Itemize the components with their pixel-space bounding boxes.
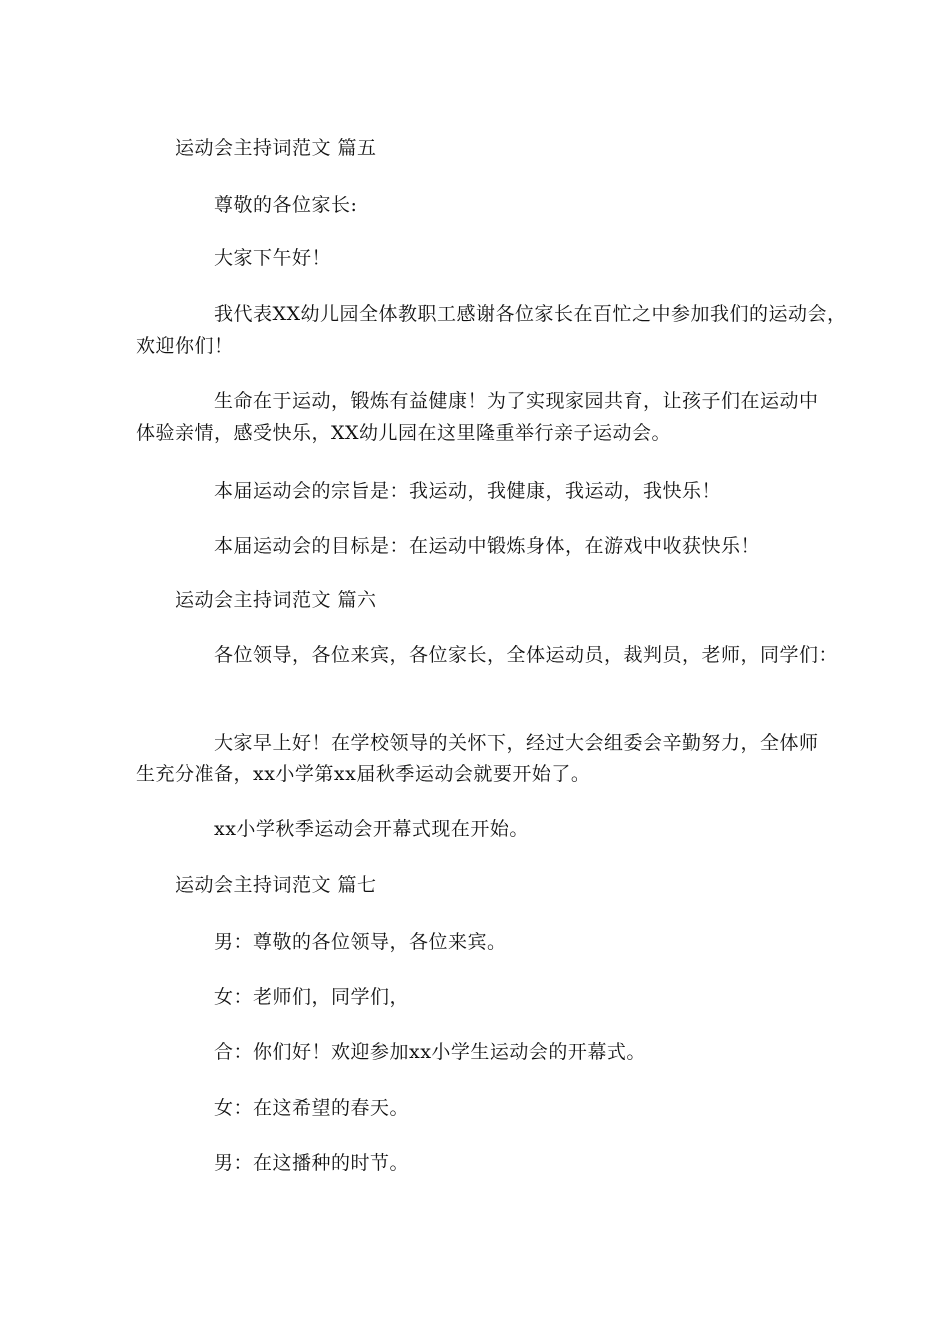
dialogue-female-2: 女：在这希望的春天。 (214, 1097, 410, 1119)
afternoon-greeting: 大家下午好！ (214, 247, 332, 269)
greeting-all: 各位领导，各位来宾，各位家长，全体运动员，裁判员，老师，同学们： (214, 644, 839, 666)
section-heading-5: 运动会主持词范文 篇五 (175, 137, 377, 159)
paragraph-health-line-2: 体验亲情，感受快乐，XX幼儿园在这里隆重举行亲子运动会。 (136, 422, 672, 444)
section-heading-6: 运动会主持词范文 篇六 (175, 589, 377, 611)
meet-goal: 本届运动会的目标是：在运动中锻炼身体，在游戏中收获快乐！ (214, 535, 761, 557)
dialogue-female-1: 女：老师们，同学们， (214, 986, 410, 1008)
paragraph-thanks-line-2: 欢迎你们！ (136, 335, 234, 357)
section-heading-7: 运动会主持词范文 篇七 (175, 874, 377, 896)
opening-announcement: xx小学秋季运动会开幕式现在开始。 (214, 818, 529, 840)
meet-purpose: 本届运动会的宗旨是：我运动，我健康，我运动，我快乐！ (214, 480, 722, 502)
dialogue-male-1: 男：尊敬的各位领导，各位来宾。 (214, 931, 507, 953)
greeting-parents: 尊敬的各位家长: (214, 194, 358, 216)
paragraph-thanks-line-1: 我代表XX幼儿园全体教职工感谢各位家长在百忙之中参加我们的运动会， (214, 303, 847, 325)
dialogue-male-2: 男：在这播种的时节。 (214, 1152, 410, 1174)
paragraph-morning-line-1: 大家早上好！在学校领导的关怀下，经过大会组委会辛勤努力，全体师 (214, 732, 819, 754)
paragraph-health-line-1: 生命在于运动，锻炼有益健康！为了实现家园共育，让孩子们在运动中 (214, 390, 819, 412)
dialogue-together: 合：你们好！欢迎参加xx小学生运动会的开幕式。 (214, 1041, 646, 1063)
paragraph-morning-line-2: 生充分准备，xx小学第xx届秋季运动会就要开始了。 (136, 763, 591, 785)
